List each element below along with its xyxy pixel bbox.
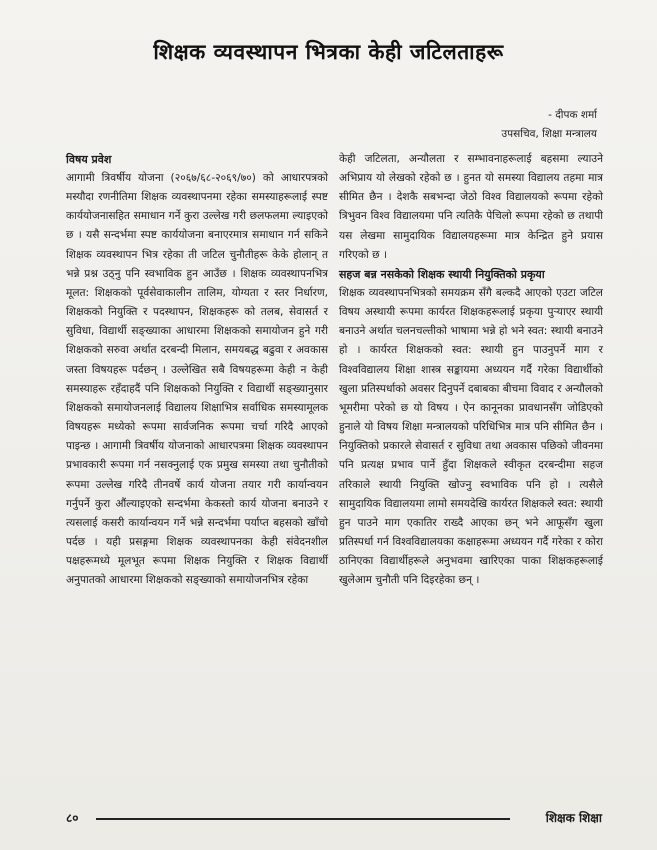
page-number: ८० (66, 811, 79, 825)
section-heading-appointment: सहज बन्न नसकेको शिक्षक स्थायी नियुक्तिको प्रकृया (339, 267, 545, 281)
continued-paragraph: केही जटिलता, अन्यौलता र सम्भावनाहरूलाई बहसमा ल्याउने अभिप्राय यो लेखको रहेको छ । हुनत यो समस्या विद्यालय तहमा मात्र सीमित छैन । देशकै सबभन्दा जेठो विश्व विद्यालयको रूपमा रहेको त्रिभुवन विश्व विद्यालयमा पनि त्यतिकै पेचिलो रूपमा रहेको छ तथापी यस लेखमा सामुदायिक विद्यालयहरूमा मात्र केन्द्रित हुने प्रयास गरिएको छ । (339, 153, 603, 261)
article-title: शिक्षक व्यवस्थापन भित्रका केही जटिलताहरू (153, 40, 504, 64)
author-title: उपसचिव, शिक्षा मन्त्रालय (501, 128, 597, 140)
section-heading-intro: विषय प्रवेश (66, 153, 112, 166)
right-column (339, 150, 603, 590)
footer-rule (96, 818, 510, 820)
page-footer (66, 809, 602, 829)
intro-paragraph: आगामी त्रिवर्षीय योजना (२०६७/६८-२०६९/७०) को आधारपत्रको मस्यौदा रणनीतिमा शिक्षक व्यवस्थापनमा रहेका समस्याहरूलाई स्पष्ट कार्ययोजनासहित समाधान गर्ने कुरा उल्लेख गरी छलफलमा ल्याइएको छ । यसै सन्दर्भमा स्पष्ट कार्ययोजना बनाएरमात्र समाधान गर्न सकिने शिक्षक व्यवस्थापन भित्र रहेका ती जटिल चुनौतीहरू केके होलान् त भन्ने प्रश्न उठ्नु पनि स्वभाविक हुन आउँछ । शिक्षक व्यवस्थापनभित्र मूलत: शिक्षकको पूर्वसेवाकालीन तालिम, योग्यता र स्तर निर्धारण, शिक्षकको नियुक्ति र पदस्थापन, शिक्षकहरू को तलब, सेवासर्त र सुविधा, विद्यार्थी सङ्ख्याका आधारमा शिक्षकको समायोजन हुने गरी शिक्षकको सरुवा अर्थात दरबन्दी मिलान, समयबद्ध बढुवा र अवकास जस्ता विषयहरू पर्दछन् । उल्लेखित सबै विषयहरूमा केही न केही समस्याहरू रहँदाहदैं पनि शिक्षकको नियुक्ति र विद्यार्थी सङ्ख्यानुसार शिक्षकको समायोजनलाई विद्यालय शिक्षाभित्र सर्वाधिक समस्यामूलक विषयहरू मध्येको रूपमा सार्वजनिक रूपमा चर्चा गरिदै आएको पाइन्छ । आगामी त्रिवर्षीय योजनाको आधारपत्रमा शिक्षक व्यवस्थापन प्रभावकारी रूपमा गर्न नसक्नुलाई एक प्रमुख समस्या तथा चुनौतीको रूपमा उल्लेख गरिदै तीनवर्षे कार्य योजना तयार गरी कार्यान्वयन गर्नुपर्ने कुरा औंल्याइएको सन्दर्भमा केकस्तो कार्य योजना बनाउने र त्यसलाई कसरी कार्यान्वयन गर्ने भन्ने सन्दर्भमा पर्याप्त बहसको खाँचो पर्दछ । यही प्रसङ्गमा शिक्षक व्यवस्थापनका केही संवेदनशील पक्षहरूमध्ये मूलभूत रूपमा शिक्षक नियुक्ति र शिक्षक विद्यार्थी अनुपातको आधारमा शिक्षकको सङ्ख्याको समायोजनभित्र रहेका (66, 172, 328, 587)
author-name: - दीपक शर्मा (548, 109, 597, 121)
journal-name: शिक्षक शिक्षा (545, 811, 602, 825)
left-column (66, 150, 328, 590)
byline (501, 106, 597, 144)
appointment-paragraph: शिक्षक व्यवस्थापनभित्रको समयक्रम सँगै बल्कदै आएको एउटा जटिल विषय अस्थायी रूपमा कार्यरत शिक्षकहरूलाई प्रकृया पुऱ्याएर स्थायी बनाउने अर्थात चलनचल्तीको भाषामा भन्ने हो भने स्वत: स्थायी बनाउने हो । कार्यरत शिक्षकको स्वत: स्थायी हुन पाउनुपर्ने माग र विश्वविद्यालय शिक्षा शास्त्र सङ्कायमा अध्ययन गर्दै गरेका विद्यार्थीको खुला प्रतिस्पर्धाको अवसर दिनुपर्ने दबाबका बीचमा विवाद र अन्यौलको भूमरीमा परेको छ यो विषय । ऐन कानूनका प्रावधानसँग जोडिएको हुनाले यो विषय शिक्षा मन्त्रालयको परिधिभित्र मात्र पनि सीमित छैन । नियुक्तिको प्रकारले सेवासर्त र सुविधा तथा अवकास पछिको जीवनमा पनि प्रत्यक्ष प्रभाव पार्ने हुँदा शिक्षकले स्वीकृत दरबन्दीमा सहज तरिकाले स्थायी नियुक्ति खोज्नु स्वभाविक पनि हो । त्यसैले सामुदायिक विद्यालयमा लामो समयदेखि कार्यरत शिक्षकले स्वत: स्थायी हुन पाउने माग एकातिर राख्दै आएका छन् भने आफूसँग खुला प्रतिस्पर्धा गर्न विश्वविद्यालयका कक्षाहरूमा अध्ययन गर्दै गरेका र कोरा ठानिएका विद्यार्थीहरूले अनुभवमा खारिएका पाका शिक्षकहरूलाई खुलेआम चुनौती पनि दिइरहेका छन् । (339, 286, 603, 587)
